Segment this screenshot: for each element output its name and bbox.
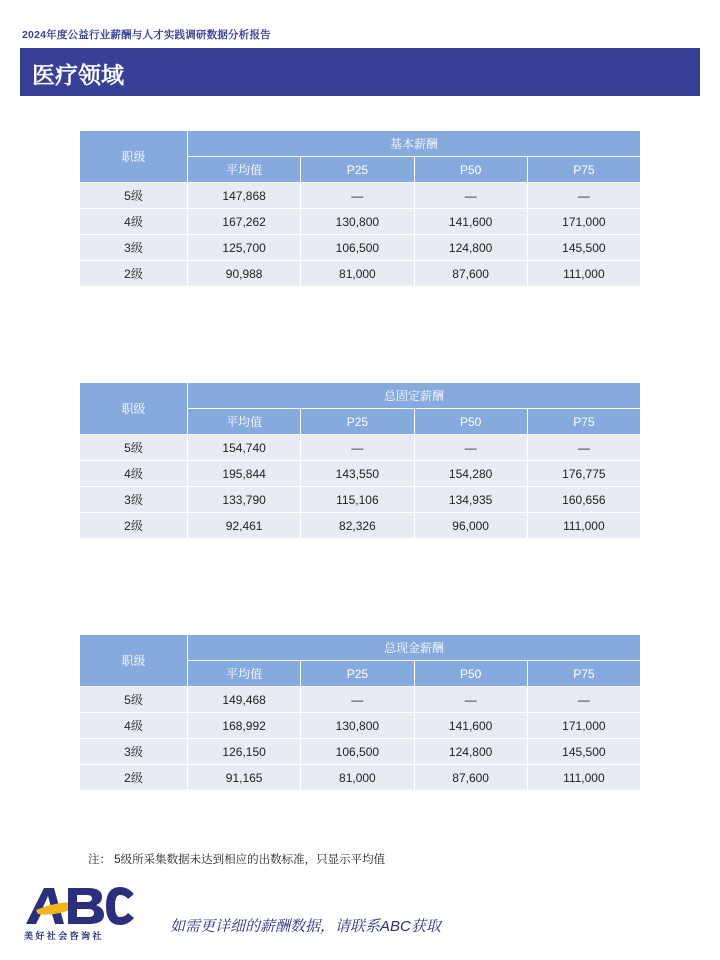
report-title: 2024年度公益行业薪酬与人才实践调研数据分析报告 [22,29,271,41]
column-header-p25: P25 [301,661,414,687]
table-row [80,261,641,287]
p25-cell: 130,800 [301,209,414,235]
p50-cell: 134,935 [414,487,527,513]
p25-cell: 106,500 [301,235,414,261]
grade-cell: 2级 [80,513,188,539]
column-header-p50: P50 [414,409,527,435]
p50-cell: 96,000 [414,513,527,539]
p50-cell: — [414,183,527,209]
average-cell: 126,150 [188,739,301,765]
column-header-average: 平均值 [188,409,301,435]
p25-cell: 130,800 [301,713,414,739]
table-row [80,765,641,791]
table-row [80,235,641,261]
table-row [80,461,641,487]
p75-cell: 160,656 [527,487,640,513]
p75-cell: 111,000 [527,765,640,791]
logo-text: ABC [24,884,27,885]
section-title: 医疗领域 [32,62,124,88]
grade-cell: 2级 [80,765,188,791]
p75-cell: 145,500 [527,739,640,765]
column-header-p25: P25 [301,409,414,435]
column-header-average: 平均值 [188,157,301,183]
p75-cell: 145,500 [527,235,640,261]
column-header-average: 平均值 [188,661,301,687]
average-cell: 149,468 [188,687,301,713]
p75-cell: — [527,435,640,461]
average-cell: 147,868 [188,183,301,209]
p75-cell: 171,000 [527,209,640,235]
p25-cell: 81,000 [301,765,414,791]
grade-column-header: 职级 [80,383,188,435]
column-header-p75: P75 [527,157,640,183]
p75-cell: — [527,687,640,713]
p50-cell: 154,280 [414,461,527,487]
p50-cell: 141,600 [414,209,527,235]
p75-cell: 111,000 [527,513,640,539]
p25-cell: 82,326 [301,513,414,539]
footnote: 注： 5级所采集数据未达到相应的出数标准，只显示平均值 [88,854,386,866]
grade-cell: 4级 [80,713,188,739]
average-cell: 133,790 [188,487,301,513]
table-row [80,183,641,209]
p50-cell: 87,600 [414,261,527,287]
column-header-p25: P25 [301,157,414,183]
p50-cell: — [414,435,527,461]
table-row [80,687,641,713]
table-group-title: 总固定薪酬 [188,383,641,409]
table-row [80,713,641,739]
table-row [80,209,641,235]
p25-cell: — [301,183,414,209]
logo-caption: 美好社会咨询社 [24,931,104,941]
column-header-p50: P50 [414,157,527,183]
p25-cell: 106,500 [301,739,414,765]
table-row [80,487,641,513]
average-cell: 92,461 [188,513,301,539]
table-row [80,739,641,765]
column-header-p50: P50 [414,661,527,687]
column-header-p75: P75 [527,661,640,687]
grade-cell: 5级 [80,435,188,461]
p50-cell: 124,800 [414,739,527,765]
grade-column-header: 职级 [80,635,188,687]
p75-cell: 111,000 [527,261,640,287]
p25-cell: 143,550 [301,461,414,487]
grade-cell: 4级 [80,209,188,235]
section-banner [20,48,700,96]
table-group-title: 总现金薪酬 [188,635,641,661]
p25-cell: — [301,687,414,713]
average-cell: 168,992 [188,713,301,739]
grade-cell: 3级 [80,739,188,765]
p50-cell: 87,600 [414,765,527,791]
average-cell: 167,262 [188,209,301,235]
grade-cell: 5级 [80,687,188,713]
p75-cell: — [527,183,640,209]
p25-cell: — [301,435,414,461]
p50-cell: 124,800 [414,235,527,261]
table-group-title: 基本薪酬 [188,131,641,157]
p25-cell: 115,106 [301,487,414,513]
p75-cell: 171,000 [527,713,640,739]
grade-cell: 4级 [80,461,188,487]
grade-cell: 2级 [80,261,188,287]
grade-cell: 5级 [80,183,188,209]
average-cell: 154,740 [188,435,301,461]
table-row [80,435,641,461]
average-cell: 125,700 [188,235,301,261]
average-cell: 90,988 [188,261,301,287]
grade-cell: 3级 [80,235,188,261]
salary-table-total-fixed [79,382,641,539]
average-cell: 195,844 [188,461,301,487]
p25-cell: 81,000 [301,261,414,287]
p75-cell: 176,775 [527,461,640,487]
salary-table-basic [79,130,641,287]
column-header-p75: P75 [527,409,640,435]
average-cell: 91,165 [188,765,301,791]
table-row [80,513,641,539]
p50-cell: — [414,687,527,713]
contact-note: 如需更详细的薪酬数据，请联系ABC获取 [170,918,441,935]
grade-cell: 3级 [80,487,188,513]
salary-table-total-cash [79,634,641,791]
p50-cell: 141,600 [414,713,527,739]
grade-column-header: 职级 [80,131,188,183]
